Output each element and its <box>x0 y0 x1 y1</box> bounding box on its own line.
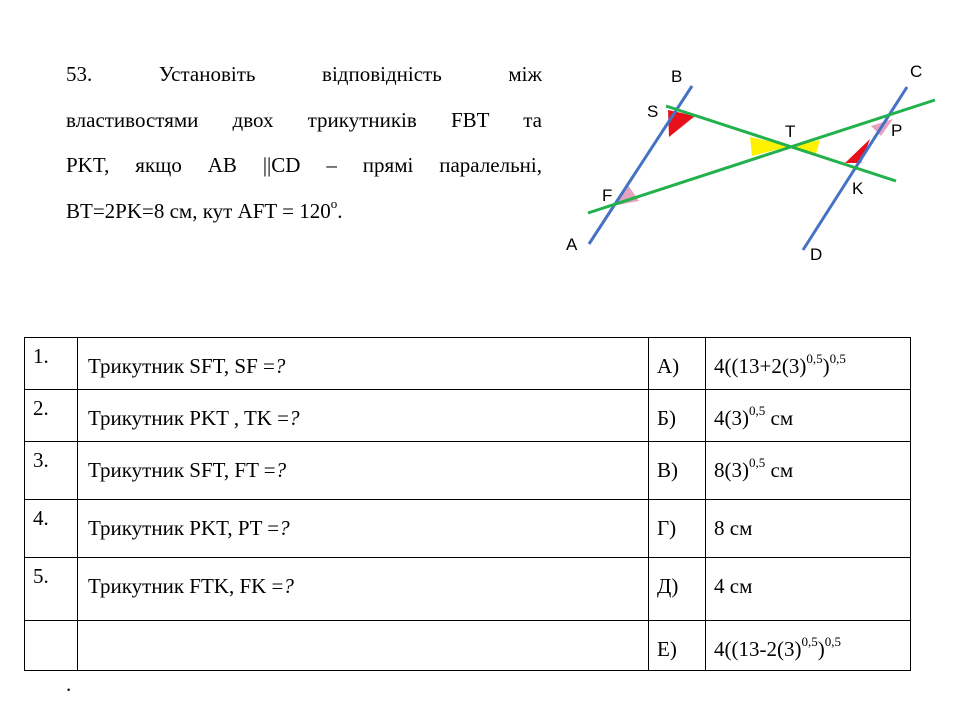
table-row <box>25 338 911 390</box>
row-number-text: 2. <box>33 396 49 420</box>
answer-letter-text: А) <box>657 354 680 378</box>
answer-letter-text: В) <box>657 458 678 482</box>
row-condition <box>78 442 649 500</box>
question-mark: ? <box>279 516 290 540</box>
answer-letter <box>649 558 706 621</box>
table-row <box>25 500 911 558</box>
answer-letter <box>649 442 706 500</box>
condition-text: Трикутник FTK, FK = <box>88 574 284 598</box>
line-fp <box>588 100 935 213</box>
answer-value <box>706 558 911 621</box>
row-number-text: 1. <box>33 344 49 368</box>
row-condition <box>78 338 649 390</box>
row-number <box>25 558 78 621</box>
question-mark: ? <box>275 458 287 482</box>
problem-line-2: властивостями двох трикутників FBT та <box>66 107 542 132</box>
row-number <box>25 442 78 500</box>
question-mark: ? <box>274 354 286 378</box>
condition-text: Трикутник SFT, FT = <box>88 458 276 482</box>
answer-part-2: см <box>765 406 794 430</box>
table-row <box>25 621 911 671</box>
answer-part-2: ) <box>822 354 830 378</box>
question-mark: ? <box>283 574 294 598</box>
label-p: P <box>891 121 903 140</box>
footer-mark: . <box>66 672 72 696</box>
question-mark: ? <box>289 406 300 430</box>
answer-part-1: 4((13-2(3) <box>714 637 802 661</box>
answer-part-2: см <box>765 458 794 482</box>
row-number-text: 4. <box>33 506 49 530</box>
table-row <box>25 390 911 442</box>
answer-letter-text: Г) <box>657 516 677 540</box>
row-number-text: 5. <box>33 564 49 588</box>
answer-part-1: 4 см <box>714 574 753 598</box>
row-condition <box>78 390 649 442</box>
row-condition <box>78 500 649 558</box>
answer-value <box>706 442 911 500</box>
label-f: F <box>602 186 613 205</box>
label-a: A <box>566 235 578 254</box>
row-number <box>25 500 78 558</box>
condition-text: Трикутник SFT, SF = <box>88 354 275 378</box>
answer-sup-1: 0,5 <box>806 351 823 366</box>
answer-part-2: ) <box>817 637 825 661</box>
geometry-figure <box>555 55 950 270</box>
problem-line-4-end: . <box>337 198 343 223</box>
row-condition <box>78 621 649 671</box>
problem-line-3: PKT, якщо AB ||CD – прямі паралельні, <box>66 153 542 177</box>
answer-part-1: 8(3) <box>714 458 749 482</box>
table-row <box>25 442 911 500</box>
problem-line-4-main: BT=2PK=8 см, кут AFT = 120 <box>66 198 331 223</box>
answer-value <box>706 390 911 442</box>
answer-sup-2: 0,5 <box>824 634 842 649</box>
answer-part-1: 4((13+2(3) <box>714 354 807 378</box>
answer-part-1: 8 см <box>714 516 753 540</box>
problem-line-1: 53. Установіть відповідність між <box>66 62 542 86</box>
condition-text: Трикутник PKT, PT = <box>88 516 280 540</box>
answer-letter <box>649 338 706 390</box>
label-t: T <box>785 122 796 141</box>
table-row <box>25 558 911 621</box>
answer-part-1: 4(3) <box>714 406 749 430</box>
answer-letter-text: Е) <box>657 637 677 661</box>
row-number-text: 3. <box>33 448 49 472</box>
matching-table <box>24 337 911 671</box>
label-b: B <box>671 67 683 86</box>
row-number <box>25 338 78 390</box>
row-number <box>25 621 78 671</box>
line-sk <box>666 106 896 181</box>
label-d: D <box>810 245 823 264</box>
label-s: S <box>647 102 659 121</box>
label-k: K <box>852 179 864 198</box>
answer-letter-text: Д) <box>657 574 679 598</box>
answer-letter <box>649 500 706 558</box>
answer-letter-text: Б) <box>657 406 677 430</box>
condition-text: Трикутник PKT , TK = <box>88 406 290 430</box>
degree-sup: о <box>330 195 338 211</box>
row-number <box>25 390 78 442</box>
problem-line-4 <box>66 189 542 235</box>
answer-sup-2: 0,5 <box>829 351 846 366</box>
answer-sup-1: 0,5 <box>749 455 766 470</box>
answer-sup-1: 0,5 <box>801 634 818 649</box>
answer-value <box>706 621 911 671</box>
answer-letter <box>649 390 706 442</box>
answer-value <box>706 500 911 558</box>
answer-letter <box>649 621 706 671</box>
answer-sup-1: 0,5 <box>749 403 766 418</box>
answer-value <box>706 338 911 390</box>
problem-statement <box>66 52 542 234</box>
label-c: C <box>910 62 923 81</box>
row-condition <box>78 558 649 621</box>
